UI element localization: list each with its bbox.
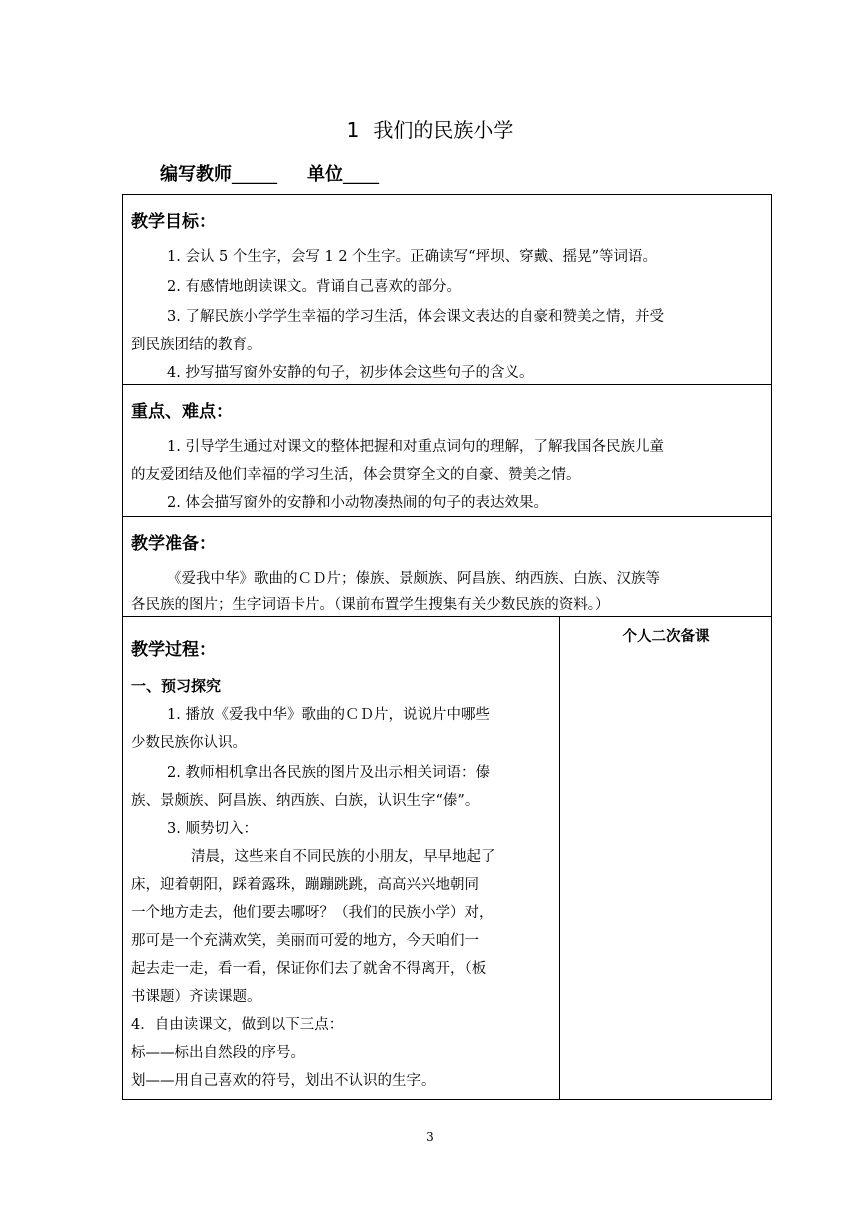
goals-heading: 教学目标： — [131, 212, 216, 232]
process-line: 一个地方走去，他们要去哪呀？（我们的民族小学）对， — [131, 905, 494, 921]
section-key-points — [123, 385, 771, 517]
column-divider — [559, 617, 560, 1099]
process-line: 划——用自己喜欢的符号，划出不认识的生字。 — [131, 1073, 436, 1089]
process-line: 2. 教师相机拿出各民族的图片及出示相关词语：傣 — [167, 765, 490, 781]
lesson-number: 1 — [346, 118, 360, 142]
goals-line: 1. 会认 5 个生字，会写 1 2 个生字。正确读写“坪坝、穿戴、摇晃”等词语。 — [167, 249, 657, 265]
goals-line: 2. 有感情地朗读课文。背诵自己喜欢的部分。 — [167, 279, 461, 295]
page-number: 3 — [426, 1130, 434, 1144]
process-line: 标——标出自然段的序号。 — [131, 1045, 305, 1061]
notes-column-title: 个人二次备课 — [622, 629, 710, 645]
unit-label: 单位 — [307, 164, 343, 185]
key-points-line: 2. 体会描写窗外的安静和小动物凑热闹的句子的表达效果。 — [167, 495, 548, 511]
goals-line: 到民族团结的教育。 — [131, 337, 262, 353]
section-goals — [123, 195, 771, 385]
lesson-title — [0, 114, 860, 143]
teacher-blank: _____ — [232, 164, 277, 185]
preparation-line: 各民族的图片；生字词语卡片。（课前布置学生搜集有关少数民族的资料。） — [131, 597, 610, 613]
lesson-title-text: 我们的民族小学 — [373, 118, 514, 142]
process-line: 清晨，这些来自不同民族的小朋友，早早地起了 — [191, 849, 496, 865]
key-points-line: 的友爱团结及他们幸福的学习生活，体会贯穿全文的自豪、赞美之情。 — [131, 467, 581, 483]
process-line: 那可是一个充满欢笑，美丽而可爱的地方，今天咱们一 — [131, 933, 479, 949]
teacher-label: 编写教师 — [160, 164, 232, 185]
process-line: 起去走一走，看一看，保证你们去了就舍不得离开，（板 — [131, 961, 487, 977]
lesson-plan-table — [122, 194, 772, 1100]
process-line: 族、景颇族、阿昌族、纳西族、白族，认识生字“傣”。 — [131, 793, 480, 809]
process-line: 4．自由读课文，做到以下三点： — [131, 1017, 344, 1033]
key-points-heading: 重点、难点： — [131, 402, 233, 422]
preparation-heading: 教学准备： — [131, 534, 216, 554]
process-line: 3. 顺势切入： — [167, 821, 258, 837]
goals-line: 3. 了解民族小学学生幸福的学习生活，体会课文表达的自豪和赞美之情，并受 — [167, 309, 664, 325]
process-line: 少数民族你认识。 — [131, 735, 247, 751]
goals-line: 4. 抄写描写窗外安静的句子，初步体会这些句子的含义。 — [167, 365, 534, 381]
author-line — [160, 160, 409, 186]
key-points-line: 1. 引导学生通过对课文的整体把握和对重点词句的理解，了解我国各民族儿童 — [167, 439, 664, 455]
preparation-line: 《爱我中华》歌曲的ＣＤ片；傣族、景颇族、阿昌族、纳西族、白族、汉族等 — [167, 571, 660, 587]
process-line: 1. 播放《爱我中华》歌曲的ＣＤ片，说说片中哪些 — [167, 707, 490, 723]
section-preparation — [123, 517, 771, 617]
process-subheading: 一、预习探究 — [131, 677, 222, 695]
process-line: 床，迎着朝阳，踩着露珠，蹦蹦跳跳，高高兴兴地朝同 — [131, 877, 479, 893]
process-heading: 教学过程： — [131, 640, 216, 660]
unit-blank: ____ — [343, 164, 379, 185]
process-line: 书课题）齐读课题。 — [131, 989, 262, 1005]
